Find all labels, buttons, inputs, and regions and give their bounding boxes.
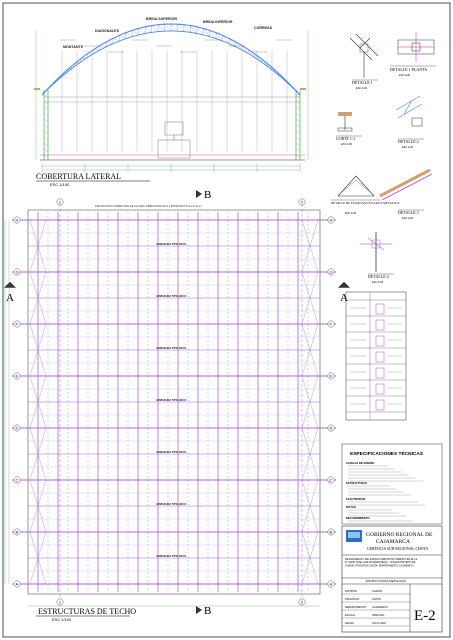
- schedule-profile: [376, 400, 384, 410]
- detalle-3-title: DETALLE 3: [398, 210, 419, 215]
- column-lacing: [44, 107, 48, 110]
- axis-label-right: E: [329, 373, 333, 379]
- field-key: DISTRITO: [345, 590, 358, 593]
- column-lacing: [44, 119, 48, 122]
- column-lacing: [296, 149, 300, 152]
- column-axis-label: 1: [58, 199, 62, 205]
- plan-scale: ESC 1/100: [52, 617, 72, 622]
- column-lacing: [44, 143, 48, 146]
- corte-title: CORTE 1-1: [336, 136, 356, 141]
- field-value: JULIO 2022: [372, 622, 386, 625]
- specs-text-lines: [348, 466, 425, 521]
- specs-section-3: ELECTRODOS: [346, 497, 366, 501]
- column-lacing: [44, 95, 48, 98]
- detalle-1-scale: ESC 1/20: [356, 87, 368, 90]
- axis-label-left: B: [15, 529, 19, 535]
- column-lacing: [296, 107, 300, 110]
- truss-web-diagonal: [158, 25, 164, 31]
- truss-web-diagonal: [113, 38, 119, 41]
- column-axis-label: 2: [300, 199, 304, 205]
- project-description: [345, 558, 418, 567]
- armadura-label: ARMADURA TIPO ARCO: [156, 503, 187, 506]
- annotation-mark: [34, 88, 40, 90]
- section-arrow-a-right: [338, 282, 350, 288]
- axis-label-left: D: [15, 425, 19, 431]
- corte-scale: ESC 1/20: [341, 143, 353, 146]
- label-brida-superior: BRIDA SUPERIOR: [146, 17, 178, 21]
- truss-web-diagonal: [177, 24, 183, 31]
- armadura-label: ARMADURA TIPO ARCO: [156, 399, 187, 402]
- axis-label-left: H: [15, 217, 19, 223]
- org-line-2: CAJAMARCA: [376, 539, 410, 545]
- details-group: [331, 32, 436, 420]
- section-arrow-b-top: [196, 190, 202, 198]
- specs-section-5: RECUBRIMIENTO: [346, 516, 370, 520]
- elevation-title: COBERTURA LATERAL: [36, 172, 122, 181]
- label-correas: CORREAS: [254, 26, 272, 30]
- specs-section-4: NOTAS: [346, 505, 356, 509]
- schedule-profile: [376, 384, 384, 394]
- detalle-3-purlin: [382, 174, 432, 200]
- elevation-scale: ESC 1/100: [50, 182, 70, 187]
- detalle-1-planta-title: DETALLE 1 PLANTA: [390, 67, 428, 72]
- column-lacing: [296, 155, 300, 158]
- column-lacing: [44, 113, 48, 116]
- field-value: CHADIN: [372, 590, 382, 593]
- detalle-2-members: [396, 96, 422, 118]
- field-key: FECHA: [345, 622, 354, 625]
- axis-label-right: C: [329, 477, 333, 483]
- specs-section-1: CARGAS DE DISEÑO: [346, 461, 375, 465]
- column-lacing: [296, 143, 300, 146]
- detalle-planchas-scale: ESC 1/20: [345, 212, 357, 215]
- truss-web-diagonal: [107, 42, 113, 44]
- detalle-3-scale: ESC 1/20: [402, 217, 414, 220]
- schedule-table: [346, 292, 406, 420]
- truss-web-diagonal: [152, 26, 158, 32]
- armadura-label: ARMADURA TIPO ARCO: [156, 347, 187, 350]
- corte-section: [338, 112, 352, 116]
- column-lacing: [44, 101, 48, 104]
- project-description-line: CHADIN, PROVINCIA CHOTA, DEPARTAMENTO CAJAMARCA: [345, 564, 414, 568]
- specs-section-2: ESTRUCTURAS: [346, 481, 368, 485]
- truss-web-diagonal: [139, 28, 145, 33]
- project-description-line: MEJORAMIENTO DEL ESPACIO DEPORTIVO ABIERTO EN EL I.E.: [345, 558, 418, 561]
- column-lacing: [296, 119, 300, 122]
- axis-label-right: B: [329, 529, 333, 535]
- roof-plan-view: [4, 189, 350, 617]
- truss-web-diagonal: [132, 30, 138, 35]
- column-lacing: [44, 125, 48, 128]
- column-lacing: [44, 155, 48, 158]
- label-diagonales: DIAGONALES: [95, 29, 119, 33]
- detalle-2-plate: [412, 118, 422, 126]
- truss-web-diagonal: [294, 88, 300, 95]
- plan-title: ESTRUCTURAS DE TECHO: [38, 607, 137, 616]
- column-lacing: [296, 125, 300, 128]
- truss-web-diagonal: [145, 27, 151, 33]
- armadura-label: ARMADURA TIPO ARCO: [156, 555, 187, 558]
- detalle-2-scale: ESC 1/20: [402, 146, 414, 149]
- column-lacing: [44, 137, 48, 140]
- title-block-fields: [342, 589, 410, 626]
- section-arrow-b-bottom: [196, 606, 202, 614]
- field-value: CHOTA: [372, 598, 381, 601]
- schedule-profile: [376, 304, 384, 314]
- detalle-3-sheet: [380, 170, 430, 196]
- axis-label-right: H: [329, 217, 333, 223]
- axis-label-right: G: [329, 269, 333, 275]
- schedule-profile: [376, 336, 384, 346]
- column-lacing: [296, 137, 300, 140]
- truss-web-diagonal: [126, 33, 132, 37]
- truss-web-diagonal: [42, 89, 48, 95]
- field-key: ESCALA: [345, 614, 356, 617]
- schedule-profile: [376, 320, 384, 330]
- truss-web-diagonal: [48, 83, 54, 88]
- armadura-label: ARMADURA TIPO ARCO: [156, 295, 187, 298]
- truss-bottom-chord: [42, 31, 300, 95]
- axis-label-left: E: [15, 373, 19, 379]
- planchas-inner: [342, 180, 370, 192]
- axis-label-left: G: [15, 269, 19, 275]
- detalle-1-planta-scale: ESC 1/20: [399, 74, 411, 77]
- specs-title: ESPECIFICACIONES TÉCNICAS: [350, 452, 424, 457]
- annotation-mark: [300, 88, 306, 90]
- column-lacing: [296, 131, 300, 134]
- axis-label-right: F: [329, 321, 332, 327]
- column-lacing: [44, 149, 48, 152]
- truss-web-diagonal: [274, 69, 280, 76]
- column-lacing: [44, 131, 48, 134]
- field-value: CAJAMARCA: [372, 606, 388, 609]
- detalle-planchas-title: DETALLE DE PLANCHAS EN ARCO METALICO: [331, 201, 400, 205]
- backboard: [165, 122, 183, 135]
- section-mark-b-top: B: [204, 189, 212, 201]
- project-description-line: N° 10450 JOSE CARLOS MARIATEGUI - CHALEN DISTRITO DE: [345, 561, 416, 565]
- column-lacing: [296, 95, 300, 98]
- detalle-4-title: DETALLE 4: [368, 274, 389, 279]
- column-axis-label: 2: [300, 599, 304, 605]
- axis-label-right: D: [329, 425, 333, 431]
- schedule-profile: [376, 368, 384, 378]
- field-key: PROVINCIA: [345, 598, 360, 601]
- label-montante: MONTANTE: [63, 45, 84, 49]
- detalle-1-title: DETALLE 1: [352, 80, 373, 85]
- field-key: DEPARTAMENTO: [345, 606, 367, 609]
- label-brida-inferior: BRIDA INFERIOR: [203, 20, 233, 24]
- section-mark-a-right: A: [340, 291, 348, 304]
- field-value: INDICADA: [372, 614, 385, 617]
- plan-name: ESTRUCTURAS METALICAS: [366, 579, 407, 583]
- hoop-base: [158, 140, 190, 158]
- section-arrow-a-left: [4, 282, 16, 288]
- axis-label-left: F: [15, 321, 18, 327]
- axis-label-left: A: [15, 581, 19, 587]
- sheet-number: E-2: [414, 608, 436, 624]
- truss-web-diagonal: [165, 24, 171, 31]
- title-block: [342, 526, 442, 632]
- column-axis-label: 1: [58, 599, 62, 605]
- schedule-profile: [376, 352, 384, 362]
- section-mark-b-bottom: B: [204, 605, 212, 617]
- truss-web-diagonal: [100, 45, 106, 46]
- column-lacing: [296, 101, 300, 104]
- detalle-4-scale: ESC 1/20: [372, 281, 384, 284]
- truss-web-diagonal: [119, 35, 125, 38]
- truss-web-diagonal: [281, 75, 287, 82]
- armadura-label: ARMADURA TIPO ARCO: [156, 243, 187, 246]
- axis-label-left: C: [15, 477, 19, 483]
- planchas-triangle: [338, 176, 374, 196]
- column-lacing: [296, 113, 300, 116]
- armadura-label: ARMADURA TIPO ARCO: [156, 451, 187, 454]
- truss-web-diagonal: [287, 82, 293, 89]
- axis-label-right: A: [329, 581, 333, 587]
- truss-web-diagonal: [171, 24, 177, 31]
- section-mark-a-left: A: [6, 291, 14, 304]
- detalle-2-title: DETALLE 2: [398, 139, 419, 144]
- org-line-1: GOBIERNO REGIONAL DE: [366, 532, 433, 538]
- org-line-3: GERENCIA SUB REGIONAL CHOTA: [367, 547, 429, 551]
- plan-top-note: PROYECCION COBERTURA DE ALUZINC PREPINTADO E=0.4 ESPESOR TR-4 e=0.4mm: [95, 205, 202, 208]
